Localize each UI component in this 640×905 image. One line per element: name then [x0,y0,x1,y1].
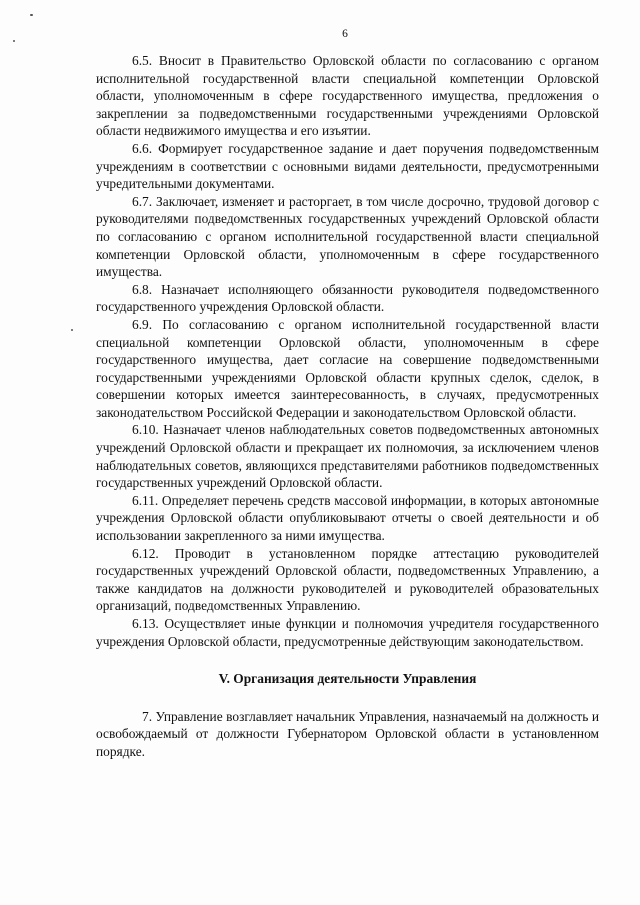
paragraph-6-8: 6.8. Назначает исполняющего обязанности руководителя подведомственного государственного учреждения Орловской области. [96,281,599,315]
paragraph-6-13: 6.13. Осуществляет иные функции и полномочия учредителя государственного учреждения Орловской области, предусмотренные действующим законодательством. [96,616,599,649]
section-heading: V. Организация деятельности Управления [218,671,477,687]
page-number: 6 [342,28,348,40]
scan-speck [13,40,15,42]
paragraph-7: 7. Управление возглавляет начальник Управления, назначаемый на должность и освобождаемый от должности Губернатором Орловской области в установленном порядке. [96,708,599,759]
paragraph-6-6: 6.6. Формирует государственное задание и дает поручения подведомственным учреждениям в соответствии с основными видами деятельности, предусмотренными учредительными документами. [96,140,599,192]
paragraph-6-11: 6.11. Определяет перечень средств массовой информации, в которых автономные учреждения Орловской области опубликовывают отчеты о своей деятельности и об использовании закрепленного за ними имущества. [96,492,599,544]
paragraph-6-7: 6.7. Заключает, изменяет и расторгает, в том числе досрочно, трудовой договор с руководителями подведомственных государственных учреждений Орловской области по согласованию с органом исполнительной государственной власти специальной компетенции Орловской области, уполномоченным в сфере государственного имущества. [96,193,599,280]
paragraph-6-12: 6.12. Проводит в установленном порядке аттестацию руководителей государственных учреждений Орловской области, подведомственных Управлению, а также кандидатов на должности руководителей и руководителей образовательных организаций, подведомственных Управлению. [96,545,599,614]
paragraph-6-10: 6.10. Назначает членов наблюдательных советов подведомственных автономных учреждений Орловской области и прекращает их полномочия, за исключением членов наблюдательных советов, являющихся представителями работников подведомственных государственных учреждений Орловской области. [96,422,599,491]
paragraph-6-9: 6.9. По согласованию с органом исполнительной государственной власти специальной компетенции Орловской области, уполномоченным в сфере государственного имущества, дает согласие на совершение подведомственными государственными учреждениями Орловской области крупных сделок, сделок, в совершении которых имеется заинтересованность, в случаях, предусмотренных законодательством Российской Федерации и законодательством Орловской области. [96,316,599,420]
scan-speck [30,14,33,16]
paragraph-6-5: 6.5. Вносит в Правительство Орловской области по согласованию с органом исполнительной государственной власти специальной компетенции Орловской области, уполномоченным в сфере государственного имущества, предложения о закреплении за подведомственными государственными учреждениями Орловской области недвижимого имущества и его изъятии. [96,53,599,139]
scan-speck [71,329,73,331]
document-body [96,52,599,761]
